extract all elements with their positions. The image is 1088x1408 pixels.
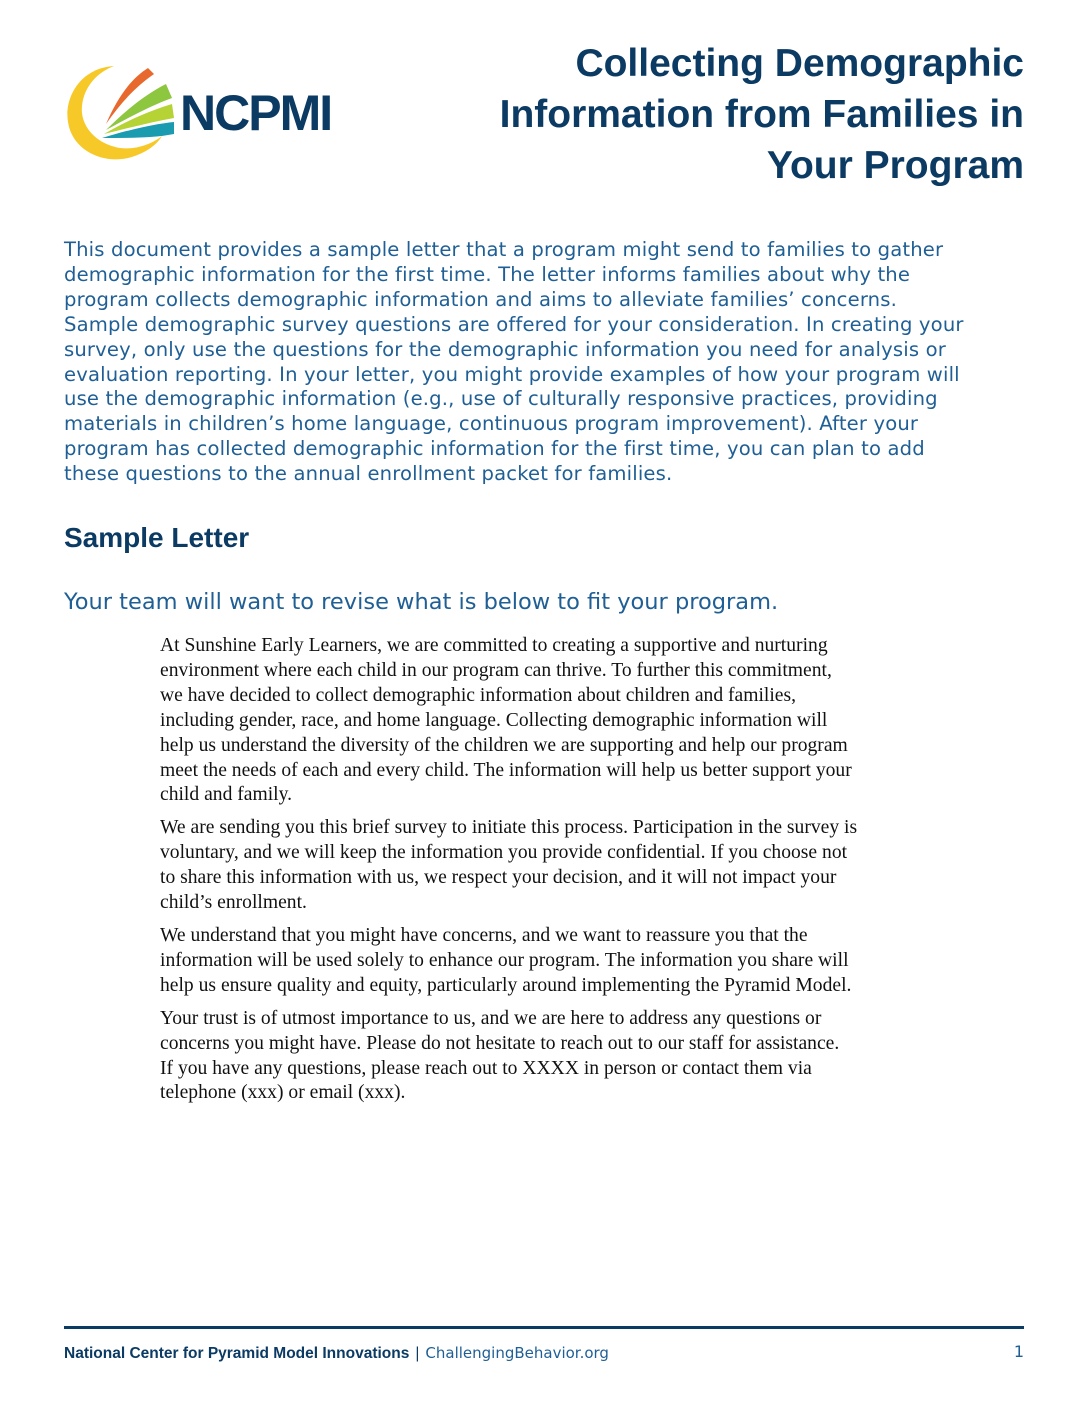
title-line: Your Program	[766, 144, 1024, 187]
letter-line: environment where each child in our program can thrive. To further this commitment,	[160, 659, 832, 681]
letter-line: we have decided to collect demographic information about children and families,	[160, 684, 797, 706]
letter-line: concerns you might have. Please do not hesitate to reach out to our staff for assistance.	[160, 1032, 840, 1054]
intro-line: demographic information for the first time. The letter informs families about why the	[64, 262, 911, 286]
document-title	[424, 38, 1024, 191]
letter-paragraph	[160, 1007, 920, 1107]
letter-line: including gender, race, and home language. Collecting demographic information will	[160, 709, 828, 731]
letter-line: child’s enrollment.	[160, 892, 307, 914]
intro-line: materials in children’s home language, continuous program improvement). After your	[64, 412, 919, 436]
section-heading: Sample Letter	[64, 522, 250, 553]
intro-line: evaluation reporting. In your letter, you might provide examples of how your program will	[64, 362, 960, 386]
letter-line: help us ensure quality and equity, particularly around implementing the Pyramid Model.	[160, 974, 852, 996]
intro-line: survey, only use the questions for the demographic information you need for analysis or	[64, 337, 946, 361]
letter-line: child and family.	[160, 784, 293, 806]
footer-organization: National Center for Pyramid Model Innovations	[64, 1345, 410, 1362]
intro-paragraph	[64, 238, 1024, 487]
intro-line: program collects demographic information and aims to alleviate families’ concerns.	[64, 287, 897, 311]
letter-line: We are sending you this brief survey to initiate this process. Participation in the survey is	[160, 817, 858, 839]
ncpmi-logo	[62, 58, 342, 166]
intro-line: This document provides a sample letter that a program might send to families to gather	[64, 238, 944, 261]
title-line: Information from Families in	[499, 93, 1024, 136]
intro-line: use the demographic information (e.g., use of culturally responsive practices, providing	[64, 387, 938, 411]
sample-letter	[160, 634, 920, 1114]
letter-line: to share this information with us, we respect your decision, and it will not impact your	[160, 867, 837, 889]
letter-line: information will be used solely to enhance our program. The information you share will	[160, 949, 849, 971]
section-subtitle: Your team will want to revise what is below to fit your program.	[64, 589, 779, 615]
letter-line: meet the needs of each and every child. The information will help us better support your	[160, 759, 852, 781]
title-line: Collecting Demographic	[575, 42, 1024, 85]
intro-line: these questions to the annual enrollment packet for families.	[64, 462, 673, 486]
letter-line: If you have any questions, please reach out to XXXX in person or contact them via	[160, 1057, 812, 1079]
letter-line: At Sunshine Early Learners, we are committed to creating a supportive and nurturing	[160, 635, 828, 656]
letter-line: help us understand the diversity of the children we are supporting and help our program	[160, 734, 848, 756]
letter-line: Your trust is of utmost importance to us, and we are here to address any questions or	[160, 1007, 822, 1029]
footer-divider	[64, 1326, 1024, 1329]
footer-website-link[interactable]: ChallengingBehavior.org	[425, 1344, 609, 1362]
intro-line: Sample demographic survey questions are offered for your consideration. In creating your	[64, 312, 964, 336]
intro-line: program has collected demographic information for the first time, you can plan to add	[64, 437, 925, 461]
letter-line: We understand that you might have concerns, and we want to reassure you that the	[160, 924, 808, 946]
letter-paragraph	[160, 634, 920, 808]
letter-paragraph	[160, 924, 920, 999]
letter-line: telephone (xxx) or email (xxx).	[160, 1082, 406, 1104]
footer-separator: |	[415, 1345, 420, 1362]
letter-line: voluntary, and we will keep the information you provide confidential. If you choose not	[160, 842, 848, 864]
logo-wordmark: NCPMI	[180, 85, 332, 141]
ncpmi-logo-mark	[62, 58, 342, 166]
page-number: 1	[1013, 1342, 1024, 1361]
letter-paragraph	[160, 816, 920, 916]
page-footer	[64, 1342, 1024, 1365]
